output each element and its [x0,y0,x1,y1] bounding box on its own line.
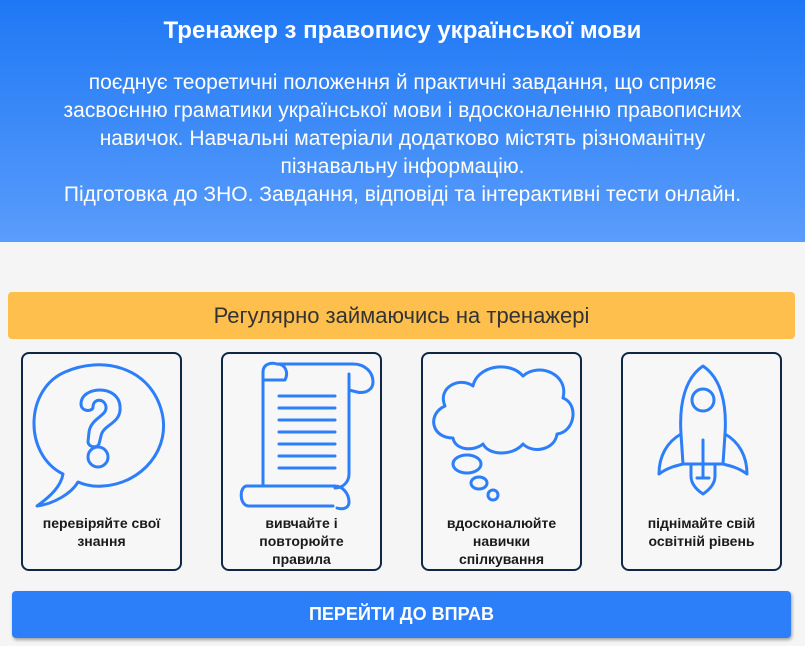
card-raise-level [621,352,782,571]
card-label [427,514,576,568]
card-label-line: повторюйте [259,533,344,549]
motivation-banner: Регулярно займаючись на тренажері [8,292,795,339]
card-label-line: освітній рівень [648,533,755,549]
card-label [227,514,376,568]
go-to-exercises-button[interactable]: ПЕРЕЙТИ ДО ВПРАВ [12,591,791,638]
page-title: Тренажер з правопису української мови [163,17,642,44]
hero-description-line: навичок. Навчальні матеріали додатково містять різноманітну [99,127,706,150]
card-label-line: навички [472,533,531,549]
card-label-line: спілкування [458,551,545,567]
card-label-line: знання [77,533,126,549]
card-label [627,514,776,550]
hero-section [0,0,805,242]
card-label-line: перевіряйте свої [42,515,161,531]
hero-description-line: пізнавальну інформацію. [280,155,525,178]
card-label [27,514,176,550]
card-check-knowledge [21,352,182,571]
card-study-rules [221,352,382,571]
hero-description-line: Підготовка до ЗНО. Завдання, відповіді та інтерактивні тести онлайн. [63,183,742,206]
card-improve-communication [421,352,582,571]
card-label-line: правила [272,551,331,567]
hero-description [10,69,795,209]
hero-description-line: засвоєнню граматики української мови і вдосконаленню правописних [63,99,742,122]
hero-description-line: поєднує теоретичні положення й практичні завдання, що сприяє [88,71,717,94]
card-label-line: вдосконалюйте [446,515,557,531]
card-label-line: піднімайте свій [647,515,756,531]
card-label-line: вивчайте і [265,515,338,531]
